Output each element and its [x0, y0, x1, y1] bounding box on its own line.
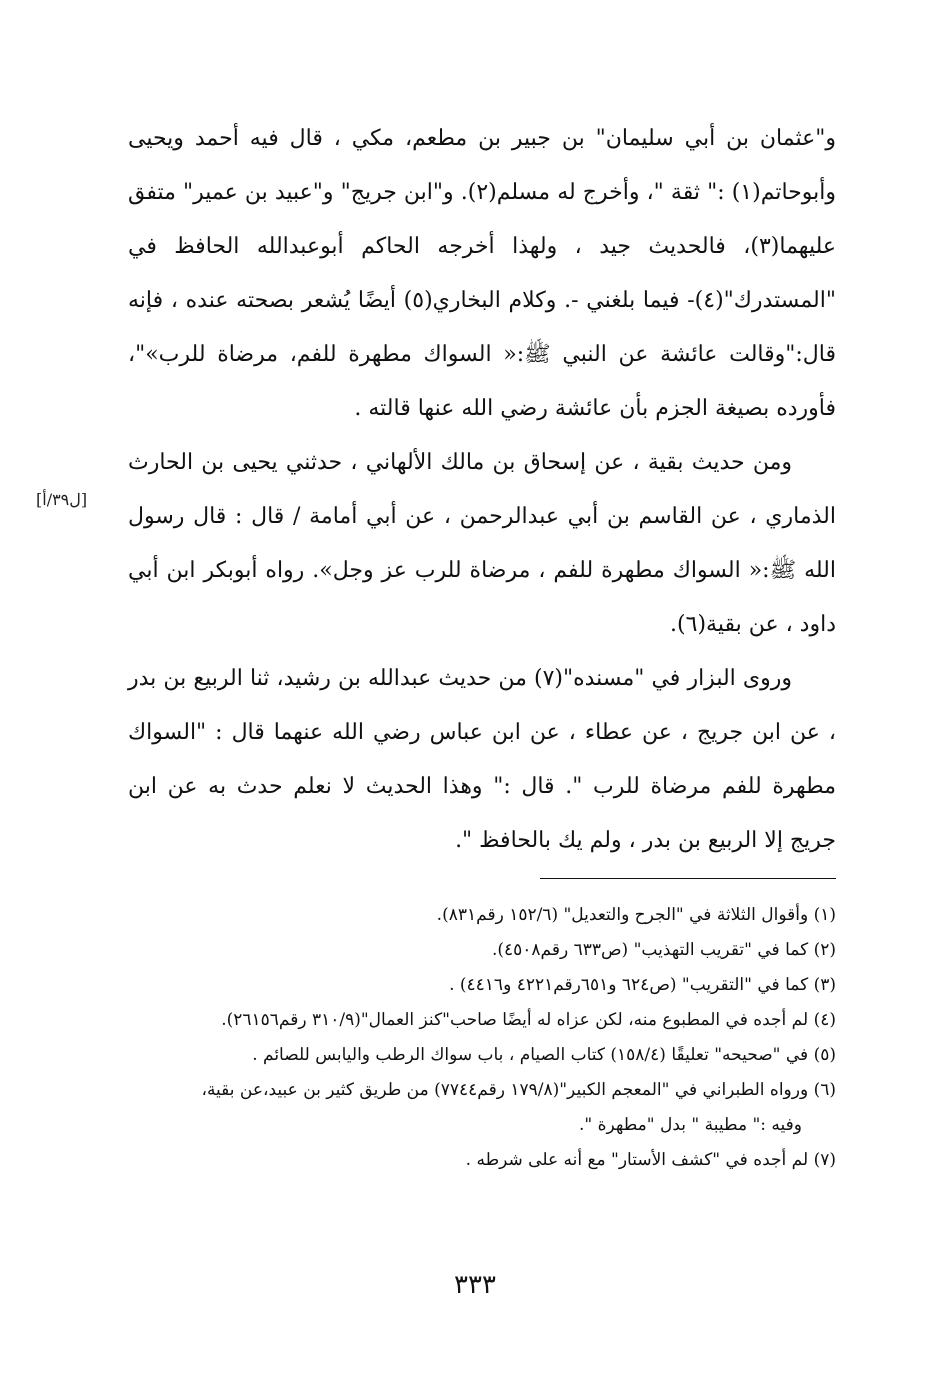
footnote-3: (٣) كما في "التقريب" (ص٦٢٤ و٦٥١رقم٤٢٢١ و٤٤١٦) . [449, 975, 836, 995]
footnote-7: (٧) لم أجده في "كشف الأستار" مع أنه على شرطه . [465, 1150, 836, 1170]
paragraph-1: و"عثمان بن أبي سليمان" بن جبير بن مطعم، مكي ، قال فيه أحمد ويحيى وأبوحاتم(١) :" ثقة "، وأخرج له مسلم(٢). و"ابن جريج" و"عبيد بن عمير" متفق عليهما(٣)، فالحديث جيد ، ولهذا أخرجه الحاكم أبوعبدالله الحافظ في "المستدرك"(٤)- فيما بلغني -. وكلام البخاري(٥) أيضًا يُشعر بصحته عنده ، فإنه قال:"وقالت عائشة عن النبي ﷺ:« السواك مطهرة للفم، مرضاة للرب»"، فأورده بصيغة الجزم بأن عائشة رضي الله عنها قالته . [128, 126, 836, 421]
manuscript-folio-marker: [ل٣٩/أ] [36, 490, 88, 509]
paragraph-2: ومن حديث بقية ، عن إسحاق بن مالك الألهاني ، حدثني يحيى بن الحارث الذماري ، عن القاسم بن أبي عبدالرحمن ، عن أبي أمامة / قال : قال رسول الله ﷺ:« السواك مطهرة للفم ، مرضاة للرب عز وجل». رواه أبوبكر ابن أبي داود ، عن بقية(٦). [128, 450, 836, 637]
footnote-1: (١) وأقوال الثلاثة في "الجرح والتعديل" (١٥٢/٦ رقم٨٣١). [436, 905, 836, 925]
paragraph-3: وروى البزار في "مسنده"(٧) من حديث عبدالله بن رشيد، ثنا الربيع بن بدر ، عن ابن جريج ، عن عطاء ، عن ابن عباس رضي الله عنهما قال : "السواك مطهرة للفم مرضاة للرب ". قال :" وهذا الحديث لا نعلم حدث به عن ابن جريج إلا الربيع بن بدر ، ولم يك بالحافظ ". [128, 666, 836, 853]
footnotes [120, 898, 836, 1178]
main-text [128, 112, 836, 868]
footnote-2: (٢) كما في "تقريب التهذيب" (ص٦٣٣ رقم٤٥٠٨). [491, 940, 836, 960]
footnote-5: (٥) في "صحيحه" تعليقًا (١٥٨/٤) كتاب الصيام ، باب سواك الرطب واليابس للصائم . [252, 1045, 836, 1065]
page-number: ٣٣٣ [454, 1270, 496, 1300]
footnote-separator [540, 878, 836, 879]
footnote-6-continuation: وفيه :" مطيبة " بدل "مطهرة ". [578, 1115, 802, 1135]
footnote-6: (٦) ورواه الطبراني في "المعجم الكبير"(١٧٩/٨ رقم٧٧٤٤) من طريق كثير بن عبيد،عن بقية، [201, 1080, 836, 1100]
footnote-4: (٤) لم أجده في المطبوع منه، لكن عزاه له أيضًا صاحب"كنز العمال"(٣١٠/٩ رقم٢٦١٥٦). [221, 1010, 836, 1030]
